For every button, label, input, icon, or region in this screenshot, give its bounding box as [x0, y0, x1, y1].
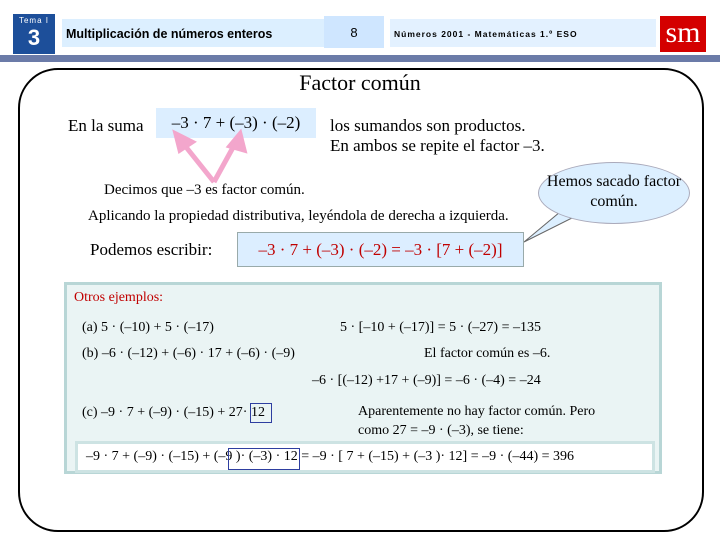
highlight-27 [250, 403, 272, 423]
tema-number: 3 [27, 25, 41, 50]
final-equation: –9 · 7 + (–9) · (–15) + (–9 )· (–3) · 12 = –9 · [ 7 + (–15) + (–3 )· 12] = –9 · (–44) = 396 [86, 449, 574, 464]
common-factor-note: Decimos que –3 es factor común. [104, 182, 305, 198]
example-b-note: El factor común es –6. [424, 346, 551, 361]
intro-line-1: los sumandos son productos. [330, 116, 526, 135]
distributive-note: Aplicando la propiedad distributiva, leyéndola de derecha a izquierda. [88, 208, 509, 224]
highlight-factor [228, 448, 300, 470]
example-b-left: (b) –6 · (–12) + (–6) · 17 + (–6) · (–9) [82, 346, 295, 361]
main-equation: –3 · 7 + (–3) · (–2) = –3 · [7 + (–2)] [237, 232, 524, 267]
book-title: Números 2001 - Matemáticas 1.º ESO [390, 19, 656, 47]
section-title: Multiplicación de números enteros [62, 19, 324, 47]
intro-lead: En la suma [68, 116, 144, 135]
example-c-left: (c) –9 · 7 + (–9) · (–15) + 27· 12 [82, 405, 265, 420]
pink-arrow-shapes [176, 134, 244, 182]
example-c-note-1: Aparentemente no hay factor común. Pero [358, 404, 596, 419]
examples-title: Otros ejemplos: [74, 290, 164, 305]
example-c-note-2: como 27 = –9 · (–3), se tiene: [358, 423, 524, 438]
example-a-left: (a) 5 · (–10) + 5 · (–17) [82, 320, 214, 335]
page-title: Factor común [299, 70, 421, 95]
example-a-right: 5 · [–10 + (–17)] = 5 · (–27) = –135 [340, 320, 541, 335]
speech-bubble: Hemos sacado factor común. [538, 162, 690, 224]
publisher-logo: sm [660, 16, 706, 52]
we-can-write: Podemos escribir: [90, 240, 213, 259]
tema-label: Tema I [18, 16, 49, 25]
intro-line-2: En ambos se repite el factor –3. [330, 136, 545, 155]
page-number: 8 [324, 16, 384, 48]
example-b-result: –6 · [(–12) +17 + (–9)] = –6 · (–4) = –24 [312, 373, 541, 388]
sum-expression: –3 · 7 + (–3) · (–2) [156, 108, 316, 138]
